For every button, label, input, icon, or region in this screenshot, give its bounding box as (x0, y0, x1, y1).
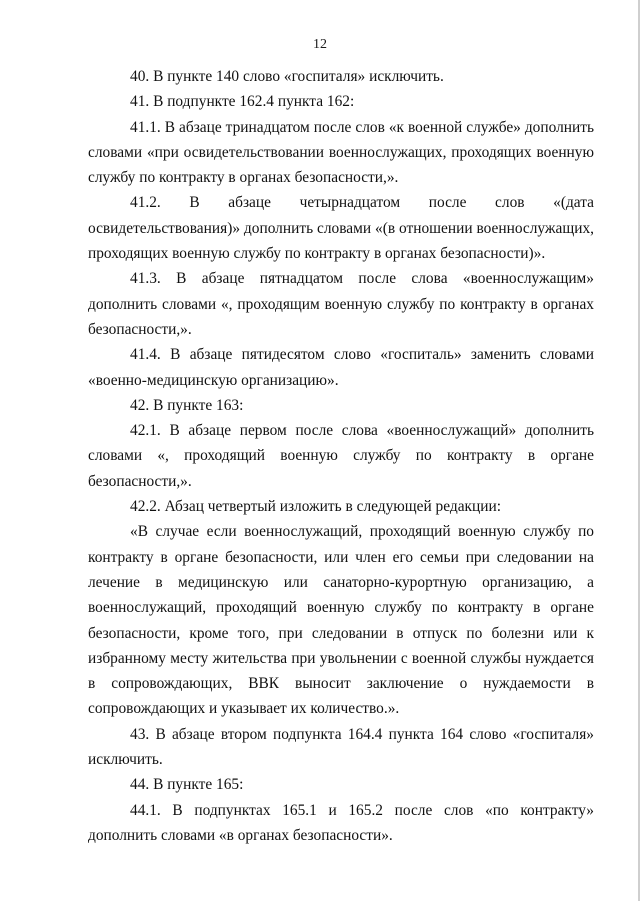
paragraph-44: 44. В пункте 165: (130, 776, 244, 794)
paragraph-44-1: 44.1. В подпунктах 165.1 и 165.2 после слов «по контракту» дополнить словами «в органах безопасности». (88, 801, 594, 844)
paragraph-43: 43. В абзаце втором подпункта 164.4 пункта 164 слово «госпиталя» исключить. (88, 725, 594, 769)
paragraph-41: 41. В подпункте 162.4 пункта 162: (130, 93, 355, 111)
paragraph-41-3: 41.3. В абзаце пятнадцатом после слова «военнослужащим» дополнить словами «, проходящим военную службу по контракту в органах безопасности,». (88, 270, 594, 338)
document-body (88, 64, 594, 848)
paragraph-42: 42. В пункте 163: (130, 396, 244, 414)
paragraph-42-1: 42.1. В абзаце первом после слова «военнослужащий» дополнить словами «, проходящий военную службу по контракту в органе безопасности,». (88, 422, 594, 490)
paragraph-42-2-quote: «В случае если военнослужащий, проходящий военную службу по контракту в органе безопасности, или член его семьи при следовании на лечение в медицинскую или санаторно-курортную организацию, а военнослужащий, проходящий военную службу по контракту в органе безопасности, кроме того, при следовании в отпуск по болезни или к избранному месту жительства при увольнении с военной службы нуждается в сопровождающих, ВВК выносит заключение о нуждаемости в сопровождающих и указывает их количество.». (88, 523, 594, 718)
paragraph-41-4: 41.4. В абзаце пятидесятом слово «госпиталь» заменить словами «военно-медицинскую организацию». (88, 346, 594, 389)
paragraph-42-2: 42.2. Абзац четвертый изложить в следующей редакции: (130, 498, 501, 516)
paragraph-41-2: 41.2. В абзаце четырнадцатом после слов «(дата освидетельствования)» дополнить словами «(в отношении военнослужащих, проходящих военную службу по контракту в органах безопасности)». (88, 194, 594, 263)
paragraph-41-1: 41.1. В абзаце тринадцатом после слов «к военной службе» дополнить словами «при освидетельствовании военнослужащих, проходящих военную службу по контракту в органах безопасности,». (88, 118, 594, 187)
paragraph-40: 40. В пункте 140 слово «госпиталя» исключить. (130, 68, 444, 85)
page-number: 12 (313, 37, 327, 52)
